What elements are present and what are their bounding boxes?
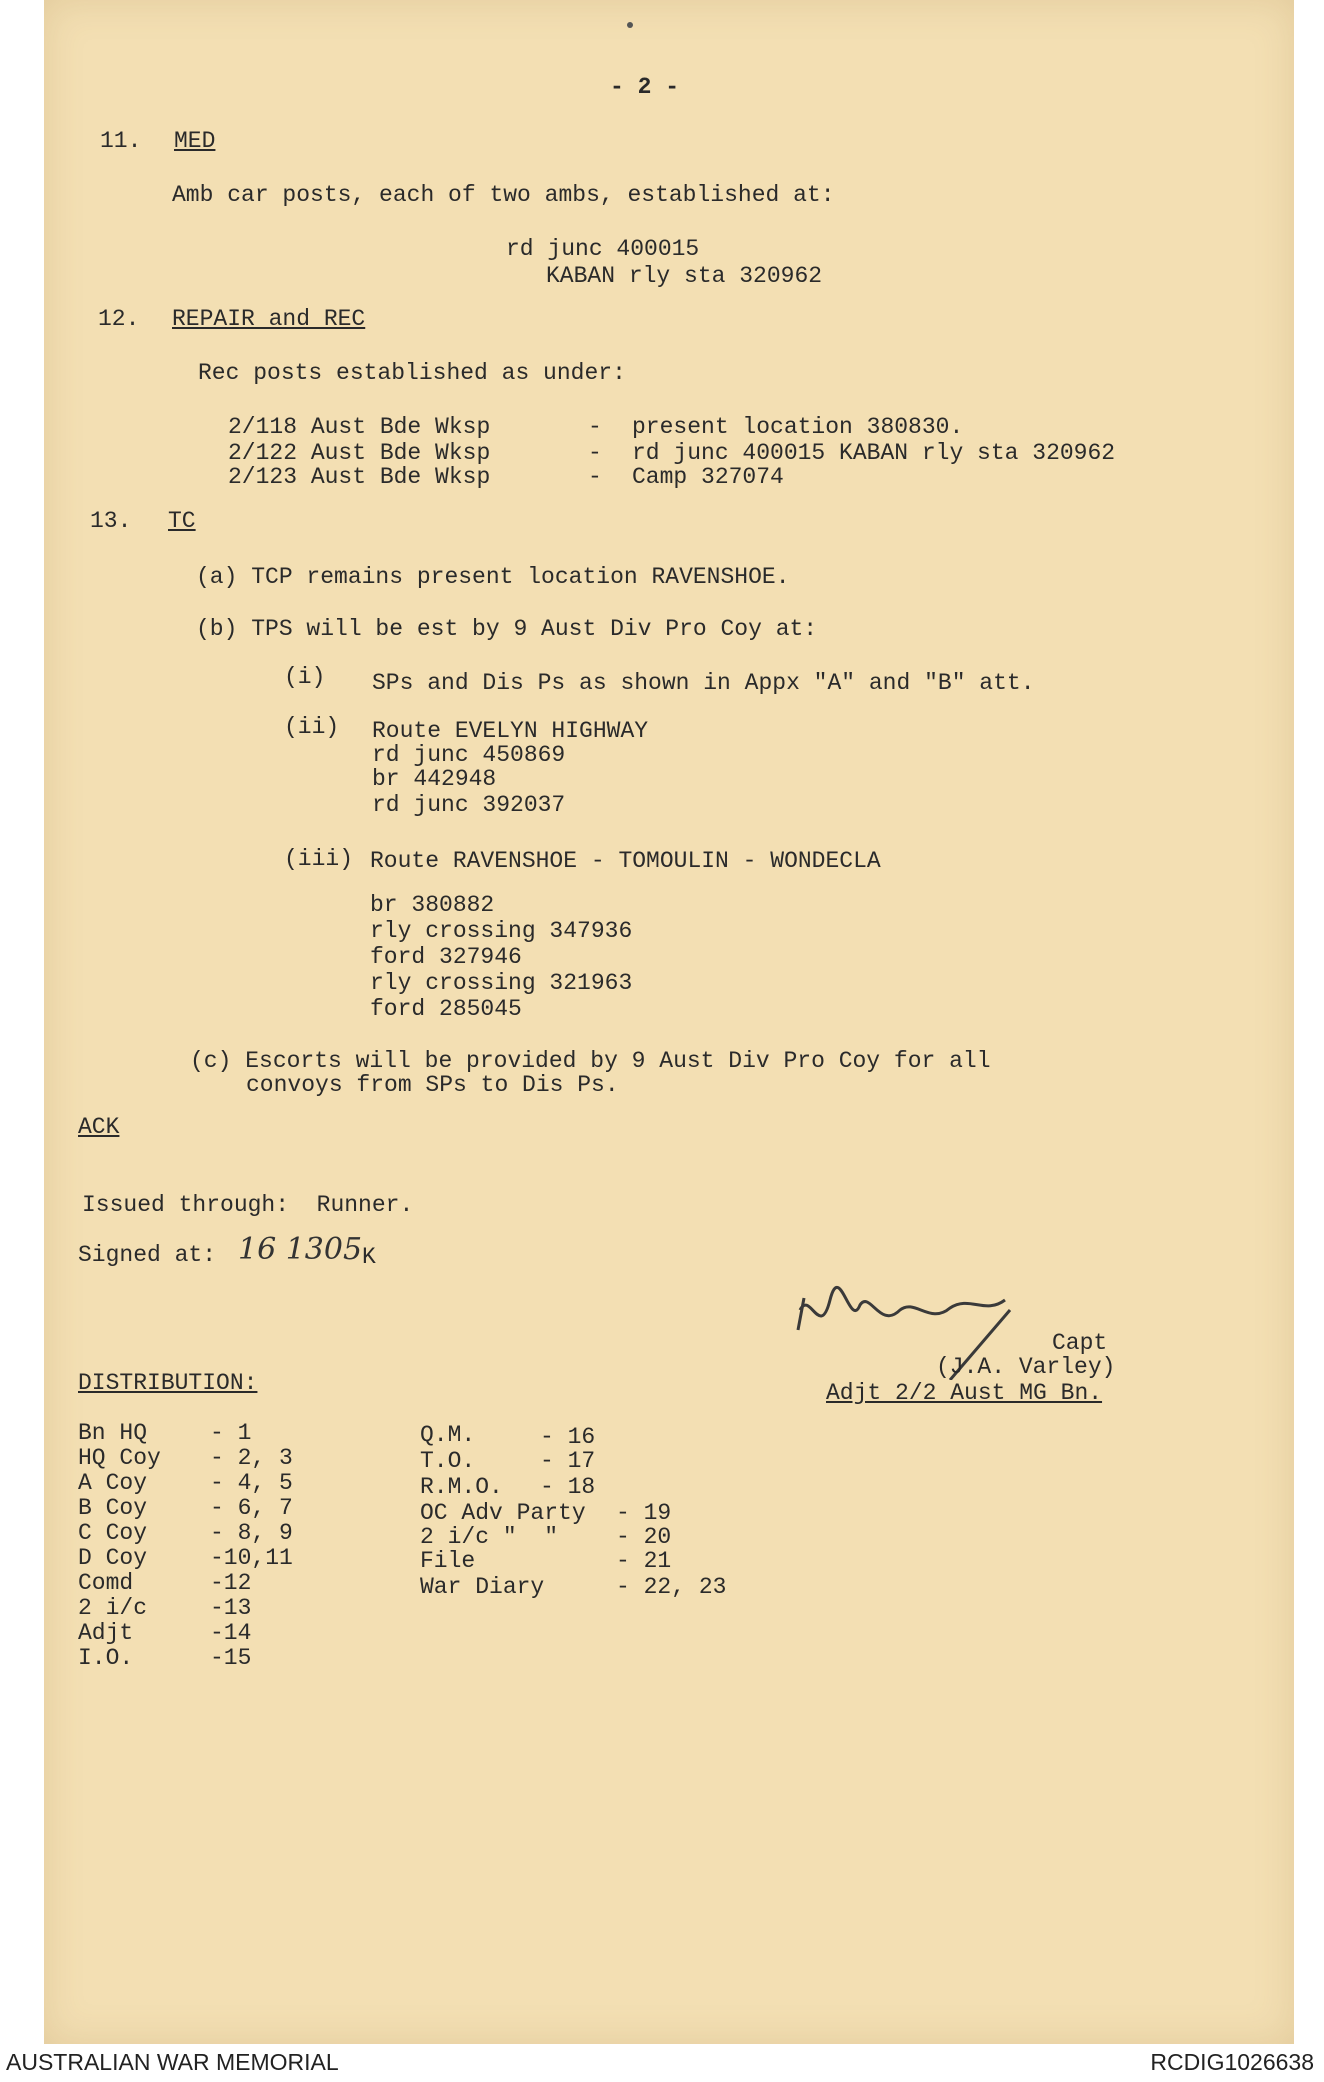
sub-i-text: SPs and Dis Ps as shown in Appx "A" and "B" att. [372,670,1035,696]
distribution-recipient: Comd [78,1570,134,1596]
distribution-copies: - 2, 3 [210,1445,293,1471]
distribution-copies: -15 [210,1645,252,1671]
archive-caption-right: RCDIG1026638 [1150,2049,1314,2075]
section-11-title: MED [174,128,216,154]
punch-mark [627,22,633,28]
signatory-name: (J.A. Varley) [936,1354,1116,1380]
distribution-copies: - 16 [540,1424,596,1450]
issued-through: Issued through: Runner. [82,1192,414,1218]
rec-post-unit: 2/118 Aust Bde Wksp [228,414,491,440]
sub-iii-line: ford 285045 [370,996,522,1022]
distribution-copies: - 8, 9 [210,1520,293,1546]
distribution-recipient: A Coy [78,1470,148,1496]
section-12-title: REPAIR and REC [172,306,366,332]
sub-ii-line: br 442948 [372,766,497,792]
rec-post-dash: - [588,414,602,440]
section-13-number: 13. [90,508,132,534]
distribution-copies: - 20 [616,1524,672,1550]
distribution-copies: - 18 [540,1474,596,1500]
sub-ii-line: rd junc 450869 [372,742,566,768]
rec-post-dash: - [588,440,602,466]
distribution-copies: - 6, 7 [210,1495,293,1521]
section-13-a: (a) TCP remains present location RAVENSHOE. [196,564,790,590]
section-11-number: 11. [100,128,142,154]
sub-iii-line: rly crossing 321963 [370,970,633,996]
distribution-recipient: Adjt [78,1620,134,1646]
distribution-recipient: HQ Coy [78,1445,161,1471]
distribution-recipient: File [420,1548,476,1574]
distribution-recipient: War Diary [420,1574,545,1600]
signed-at-label: Signed at: [78,1242,217,1268]
sub-ii-line: rd junc 392037 [372,792,566,818]
distribution-copies: - 1 [210,1420,252,1446]
distribution-recipient: 2 i/c [78,1595,148,1621]
sub-i-label: (i) [284,664,326,690]
distribution-recipient: Bn HQ [78,1420,148,1446]
distribution-copies: -14 [210,1620,252,1646]
section-13-title: TC [168,508,196,534]
section-12-number: 12. [98,306,140,332]
distribution-recipient: I.O. [78,1645,134,1671]
sub-ii-line: Route EVELYN HIGHWAY [372,718,649,744]
section-11-location-2: KABAN rly sta 320962 [546,263,823,289]
ack-heading: ACK [78,1114,120,1140]
sub-iii-route: Route RAVENSHOE - TOMOULIN - WONDECLA [370,848,881,874]
distribution-heading: DISTRIBUTION: [78,1370,258,1396]
section-12-intro: Rec posts established as under: [198,360,626,386]
distribution-copies: - 17 [540,1448,596,1474]
sub-iii-line: rly crossing 347936 [370,918,633,944]
distribution-recipient: B Coy [78,1495,148,1521]
rec-post-unit: 2/122 Aust Bde Wksp [228,440,491,466]
distribution-recipient: T.O. [420,1448,476,1474]
distribution-copies: - 19 [616,1500,672,1526]
distribution-copies: -13 [210,1595,252,1621]
section-13-c-line-2: convoys from SPs to Dis Ps. [246,1072,619,1098]
sub-ii-label: (ii) [284,714,340,740]
rec-post-dash: - [588,464,602,490]
rec-post-location: present location 380830. [632,414,964,440]
rec-post-location: rd junc 400015 KABAN rly sta 320962 [632,440,1116,466]
distribution-recipient: 2 i/c " " [420,1524,559,1550]
section-11-intro: Amb car posts, each of two ambs, established at: [172,182,835,208]
sub-iii-line: ford 327946 [370,944,522,970]
signatory-rank: Capt [1052,1330,1108,1356]
distribution-copies: - 21 [616,1548,672,1574]
signed-at-handwritten-time: 16 1305 [238,1232,363,1267]
distribution-copies: -12 [210,1570,252,1596]
rec-post-unit: 2/123 Aust Bde Wksp [228,464,491,490]
section-13-b: (b) TPS will be est by 9 Aust Div Pro Coy at: [196,616,818,642]
distribution-recipient: R.M.O. [420,1474,503,1500]
distribution-copies: - 22, 23 [616,1574,727,1600]
signed-at-suffix: K [362,1244,376,1270]
archive-caption-left: AUSTRALIAN WAR MEMORIAL [6,2049,339,2075]
rec-post-location: Camp 327074 [632,464,784,490]
distribution-copies: -10,11 [210,1545,293,1571]
section-13-c-line-1: (c) Escorts will be provided by 9 Aust Div Pro Coy for all [190,1048,991,1074]
distribution-recipient: C Coy [78,1520,148,1546]
distribution-recipient: OC Adv Party [420,1500,586,1526]
signatory-role: Adjt 2/2 Aust MG Bn. [826,1380,1103,1406]
distribution-recipient: Q.M. [420,1422,476,1448]
distribution-copies: - 4, 5 [210,1470,293,1496]
section-11-location-1: rd junc 400015 [506,236,700,262]
distribution-recipient: D Coy [78,1545,148,1571]
sub-iii-line: br 380882 [370,892,495,918]
sub-iii-label: (iii) [284,846,354,872]
page-number: - 2 - [610,74,680,100]
